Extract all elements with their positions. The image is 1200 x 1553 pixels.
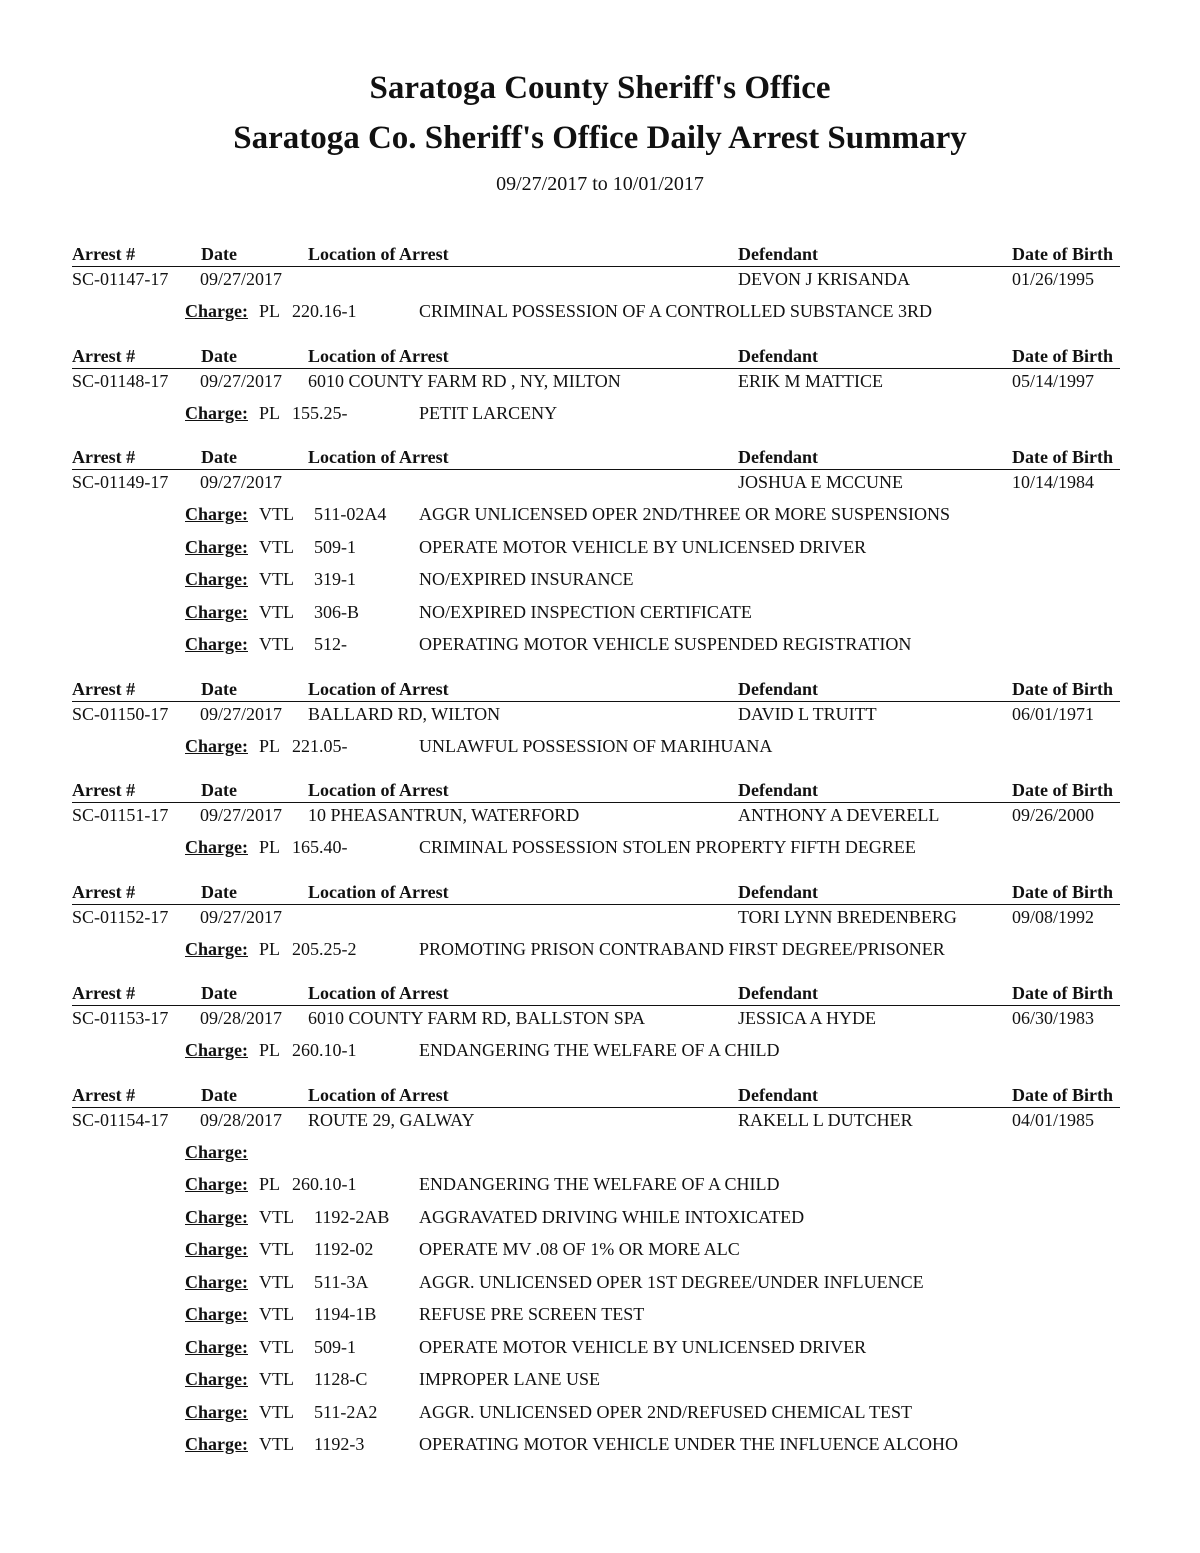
charge-section: 512-	[314, 634, 347, 654]
date-of-birth: 09/26/2000	[1012, 805, 1095, 825]
date-of-birth: 10/14/1984	[1012, 472, 1095, 492]
defendant-header: Defendant	[738, 881, 818, 902]
charge-list	[72, 1037, 1120, 1070]
record-row	[72, 702, 1120, 728]
charge-law: VTL	[259, 1206, 294, 1227]
arrest-date: 09/27/2017	[200, 370, 283, 391]
charge-label: Charge:	[185, 1401, 248, 1422]
charge-label: Charge:	[185, 601, 248, 622]
charge-label: Charge:	[185, 634, 248, 654]
charge-label: Charge:	[185, 1304, 248, 1324]
charge-list	[72, 1139, 1120, 1464]
charge-description: AGGRAVATED DRIVING WHILE INTOXICATED	[419, 1206, 805, 1227]
charge-section: 509-1	[314, 1336, 356, 1357]
charge-section: 205.25-2	[292, 938, 357, 959]
location-header: Location of Arrest	[308, 780, 449, 800]
arrest-date: 09/28/2017	[200, 1109, 283, 1130]
charge-law: VTL	[259, 504, 294, 524]
defendant-header: Defendant	[738, 447, 818, 467]
charge-description: CRIMINAL POSSESSION OF A CONTROLLED SUBSTANCE 3RD	[419, 301, 932, 321]
charge-section: 1192-3	[314, 1434, 365, 1454]
location-header: Location of Arrest	[308, 244, 449, 264]
charge-description: CRIMINAL POSSESSION STOLEN PROPERTY FIFTH DEGREE	[419, 837, 916, 857]
location-header: Location of Arrest	[308, 1084, 449, 1105]
charge-label: Charge:	[185, 402, 248, 423]
charge-label: Charge:	[185, 1141, 248, 1162]
charge-line	[72, 1204, 1120, 1237]
charge-label: Charge:	[185, 1434, 248, 1454]
location-header: Location of Arrest	[308, 678, 449, 699]
charge-label: Charge:	[185, 1174, 248, 1194]
charge-description: OPERATING MOTOR VEHICLE SUSPENDED REGISTRATION	[419, 634, 912, 654]
charge-description: AGGR. UNLICENSED OPER 2ND/REFUSED CHEMICAL TEST	[419, 1401, 913, 1422]
arrest-number: SC-01148-17	[72, 370, 169, 391]
charge-line	[72, 1236, 1120, 1269]
charge-law: VTL	[259, 1401, 294, 1422]
defendant-name: JOSHUA E MCCUNE	[738, 472, 904, 492]
charge-label: Charge:	[185, 938, 248, 959]
date-range: 09/27/2017 to 10/01/2017	[496, 173, 704, 195]
record-column-header	[72, 445, 1120, 470]
arrest-date: 09/27/2017	[200, 269, 283, 289]
date-header: Date	[201, 678, 237, 699]
charge-label: Charge:	[185, 569, 248, 589]
record-row	[72, 1006, 1120, 1032]
arrest-number-header: Arrest #	[72, 447, 136, 467]
dob-header: Date of Birth	[1012, 983, 1113, 1003]
arrest-number-header: Arrest #	[72, 244, 136, 264]
charge-section: 319-1	[314, 569, 356, 589]
location-header: Location of Arrest	[308, 881, 449, 902]
charge-law: PL	[259, 938, 281, 959]
charge-law: VTL	[259, 1369, 294, 1389]
date-of-birth: 05/14/1997	[1012, 370, 1095, 391]
charge-section: 155.25-	[292, 402, 348, 423]
charge-section: 1192-2AB	[314, 1206, 390, 1227]
arrest-number-header: Arrest #	[72, 983, 136, 1003]
date-of-birth: 06/01/1971	[1012, 703, 1095, 724]
arrest-location: BALLARD RD, WILTON	[308, 703, 501, 724]
arrest-record	[72, 242, 1120, 331]
arrest-location: ROUTE 29, GALWAY	[308, 1109, 475, 1130]
defendant-name: JESSICA A HYDE	[738, 1008, 877, 1028]
charge-label: Charge:	[185, 1369, 248, 1389]
charge-description: OPERATE MOTOR VEHICLE BY UNLICENSED DRIVER	[419, 536, 867, 557]
charge-description: NO/EXPIRED INSURANCE	[419, 569, 634, 589]
location-header: Location of Arrest	[308, 447, 449, 467]
record-column-header	[72, 344, 1120, 369]
arrest-record	[72, 1083, 1120, 1464]
charge-law: VTL	[259, 1239, 294, 1259]
arrest-date: 09/27/2017	[200, 906, 283, 927]
location-header: Location of Arrest	[308, 983, 449, 1003]
dob-header: Date of Birth	[1012, 881, 1113, 902]
charge-law: VTL	[259, 1304, 294, 1324]
charge-section: 511-3A	[314, 1271, 369, 1292]
arrest-number-header: Arrest #	[72, 780, 136, 800]
charge-description: OPERATING MOTOR VEHICLE UNDER THE INFLUENCE ALCOHO	[419, 1434, 958, 1454]
charge-section: 220.16-1	[292, 301, 357, 321]
charge-line	[72, 1269, 1120, 1302]
charge-line	[72, 834, 1120, 867]
charge-description: OPERATE MV .08 OF 1% OR MORE ALC	[419, 1239, 740, 1259]
charge-description: REFUSE PRE SCREEN TEST	[419, 1304, 645, 1324]
date-header: Date	[201, 881, 237, 902]
arrest-number-header: Arrest #	[72, 678, 136, 699]
arrest-record	[72, 778, 1120, 867]
arrest-records-list	[72, 242, 1120, 1477]
arrest-date: 09/27/2017	[200, 805, 283, 825]
charge-line	[72, 1334, 1120, 1367]
arrest-number-header: Arrest #	[72, 881, 136, 902]
dob-header: Date of Birth	[1012, 345, 1113, 366]
charge-line	[72, 1139, 1120, 1172]
arrest-date: 09/27/2017	[200, 472, 283, 492]
charge-description: PROMOTING PRISON CONTRABAND FIRST DEGREE/PRISONER	[419, 938, 945, 959]
defendant-header: Defendant	[738, 678, 818, 699]
charge-label: Charge:	[185, 301, 248, 321]
charge-section: 1192-02	[314, 1239, 374, 1259]
date-of-birth: 01/26/1995	[1012, 269, 1095, 289]
record-row	[72, 267, 1120, 293]
charge-line	[72, 1431, 1120, 1464]
charge-line	[72, 1399, 1120, 1432]
charge-label: Charge:	[185, 1206, 248, 1227]
arrest-location: 6010 COUNTY FARM RD, BALLSTON SPA	[308, 1008, 646, 1028]
arrest-record	[72, 677, 1120, 766]
arrest-number: SC-01153-17	[72, 1008, 169, 1028]
charge-section: 260.10-1	[292, 1174, 357, 1194]
charge-law: VTL	[259, 601, 294, 622]
arrest-record	[72, 445, 1120, 664]
charge-law: PL	[259, 1174, 281, 1194]
record-row	[72, 803, 1120, 829]
arrest-date: 09/27/2017	[200, 703, 283, 724]
charge-section: 221.05-	[292, 735, 348, 756]
defendant-header: Defendant	[738, 780, 818, 800]
charge-list	[72, 400, 1120, 433]
dob-header: Date of Birth	[1012, 780, 1113, 800]
charge-line	[72, 501, 1120, 534]
page-title: Saratoga County Sheriff's Office	[369, 70, 831, 106]
charge-law: VTL	[259, 569, 294, 589]
charge-law: VTL	[259, 1271, 294, 1292]
charge-line	[72, 1037, 1120, 1070]
charge-line	[72, 599, 1120, 632]
charge-line	[72, 1366, 1120, 1399]
charge-line	[72, 400, 1120, 433]
arrest-date: 09/28/2017	[200, 1008, 283, 1028]
arrest-number-header: Arrest #	[72, 345, 136, 366]
charge-law: VTL	[259, 634, 294, 654]
arrest-record	[72, 880, 1120, 969]
charge-section: 511-02A4	[314, 504, 387, 524]
charge-description: ENDANGERING THE WELFARE OF A CHILD	[419, 1174, 780, 1194]
charge-section: 509-1	[314, 536, 356, 557]
defendant-header: Defendant	[738, 345, 818, 366]
charge-line	[72, 1171, 1120, 1204]
arrest-number: SC-01154-17	[72, 1109, 169, 1130]
date-header: Date	[201, 1084, 237, 1105]
charge-law: VTL	[259, 1336, 294, 1357]
charge-description: AGGR. UNLICENSED OPER 1ST DEGREE/UNDER INFLUENCE	[419, 1271, 924, 1292]
charge-law: PL	[259, 301, 281, 321]
record-row	[72, 905, 1120, 931]
charge-label: Charge:	[185, 504, 248, 524]
charge-description: ENDANGERING THE WELFARE OF A CHILD	[419, 1040, 780, 1060]
charge-label: Charge:	[185, 1271, 248, 1292]
charge-section: 165.40-	[292, 837, 348, 857]
charge-line	[72, 298, 1120, 331]
charge-list	[72, 501, 1120, 664]
charge-line	[72, 1301, 1120, 1334]
date-header: Date	[201, 345, 237, 366]
record-row	[72, 1108, 1120, 1134]
charge-description: OPERATE MOTOR VEHICLE BY UNLICENSED DRIVER	[419, 1336, 867, 1357]
record-column-header	[72, 1083, 1120, 1108]
arrest-number: SC-01150-17	[72, 703, 169, 724]
defendant-name: ANTHONY A DEVERELL	[738, 805, 940, 825]
charge-law: VTL	[259, 1434, 294, 1454]
arrest-number: SC-01151-17	[72, 805, 169, 825]
charge-label: Charge:	[185, 1336, 248, 1357]
charge-section: 306-B	[314, 601, 359, 622]
arrest-number: SC-01147-17	[72, 269, 169, 289]
charge-line	[72, 631, 1120, 664]
charge-law: PL	[259, 402, 281, 423]
defendant-name: DEVON J KRISANDA	[738, 269, 911, 289]
defendant-name: RAKELL L DUTCHER	[738, 1109, 913, 1130]
charge-description: AGGR UNLICENSED OPER 2ND/THREE OR MORE SUSPENSIONS	[419, 504, 951, 524]
charge-label: Charge:	[185, 1239, 248, 1259]
charge-section: 1128-C	[314, 1369, 368, 1389]
defendant-name: ERIK M MATTICE	[738, 370, 883, 391]
arrest-record	[72, 981, 1120, 1070]
charge-description: NO/EXPIRED INSPECTION CERTIFICATE	[419, 601, 752, 622]
charge-line	[72, 534, 1120, 567]
charge-line	[72, 733, 1120, 766]
dob-header: Date of Birth	[1012, 244, 1113, 264]
defendant-name: TORI LYNN BREDENBERG	[738, 906, 957, 927]
report-subtitle: Saratoga Co. Sheriff's Office Daily Arrest Summary	[233, 120, 967, 156]
record-column-header	[72, 981, 1120, 1006]
defendant-header: Defendant	[738, 1084, 818, 1105]
arrest-record	[72, 344, 1120, 433]
charge-line	[72, 936, 1120, 969]
date-header: Date	[201, 447, 237, 467]
location-header: Location of Arrest	[308, 345, 449, 366]
date-of-birth: 06/30/1983	[1012, 1008, 1095, 1028]
record-row	[72, 369, 1120, 395]
charge-section: 511-2A2	[314, 1401, 378, 1422]
defendant-header: Defendant	[738, 244, 818, 264]
arrest-location: 6010 COUNTY FARM RD , NY, MILTON	[308, 370, 621, 391]
charge-list	[72, 733, 1120, 766]
charge-label: Charge:	[185, 735, 248, 756]
date-header: Date	[201, 244, 237, 264]
charge-list	[72, 834, 1120, 867]
charge-law: VTL	[259, 536, 294, 557]
charge-list	[72, 298, 1120, 331]
date-header: Date	[201, 983, 237, 1003]
dob-header: Date of Birth	[1012, 1084, 1113, 1105]
charge-law: PL	[259, 735, 281, 756]
charge-label: Charge:	[185, 837, 248, 857]
record-row	[72, 470, 1120, 496]
date-header: Date	[201, 780, 237, 800]
charge-list	[72, 936, 1120, 969]
date-of-birth: 04/01/1985	[1012, 1109, 1095, 1130]
record-column-header	[72, 677, 1120, 702]
dob-header: Date of Birth	[1012, 678, 1113, 699]
charge-law: PL	[259, 837, 281, 857]
arrest-number: SC-01152-17	[72, 906, 169, 927]
arrest-number-header: Arrest #	[72, 1084, 136, 1105]
charge-section: 1194-1B	[314, 1304, 377, 1324]
record-column-header	[72, 242, 1120, 267]
date-of-birth: 09/08/1992	[1012, 906, 1095, 927]
charge-description: UNLAWFUL POSSESSION OF MARIHUANA	[419, 735, 773, 756]
arrest-location: 10 PHEASANTRUN, WATERFORD	[308, 805, 580, 825]
arrest-number: SC-01149-17	[72, 472, 169, 492]
defendant-name: DAVID L TRUITT	[738, 703, 877, 724]
record-column-header	[72, 778, 1120, 803]
charge-label: Charge:	[185, 1040, 248, 1060]
charge-law: PL	[259, 1040, 281, 1060]
charge-line	[72, 566, 1120, 599]
defendant-header: Defendant	[738, 983, 818, 1003]
charge-label: Charge:	[185, 536, 248, 557]
charge-section: 260.10-1	[292, 1040, 357, 1060]
record-column-header	[72, 880, 1120, 905]
charge-description: IMPROPER LANE USE	[419, 1369, 601, 1389]
dob-header: Date of Birth	[1012, 447, 1113, 467]
charge-description: PETIT LARCENY	[419, 402, 558, 423]
